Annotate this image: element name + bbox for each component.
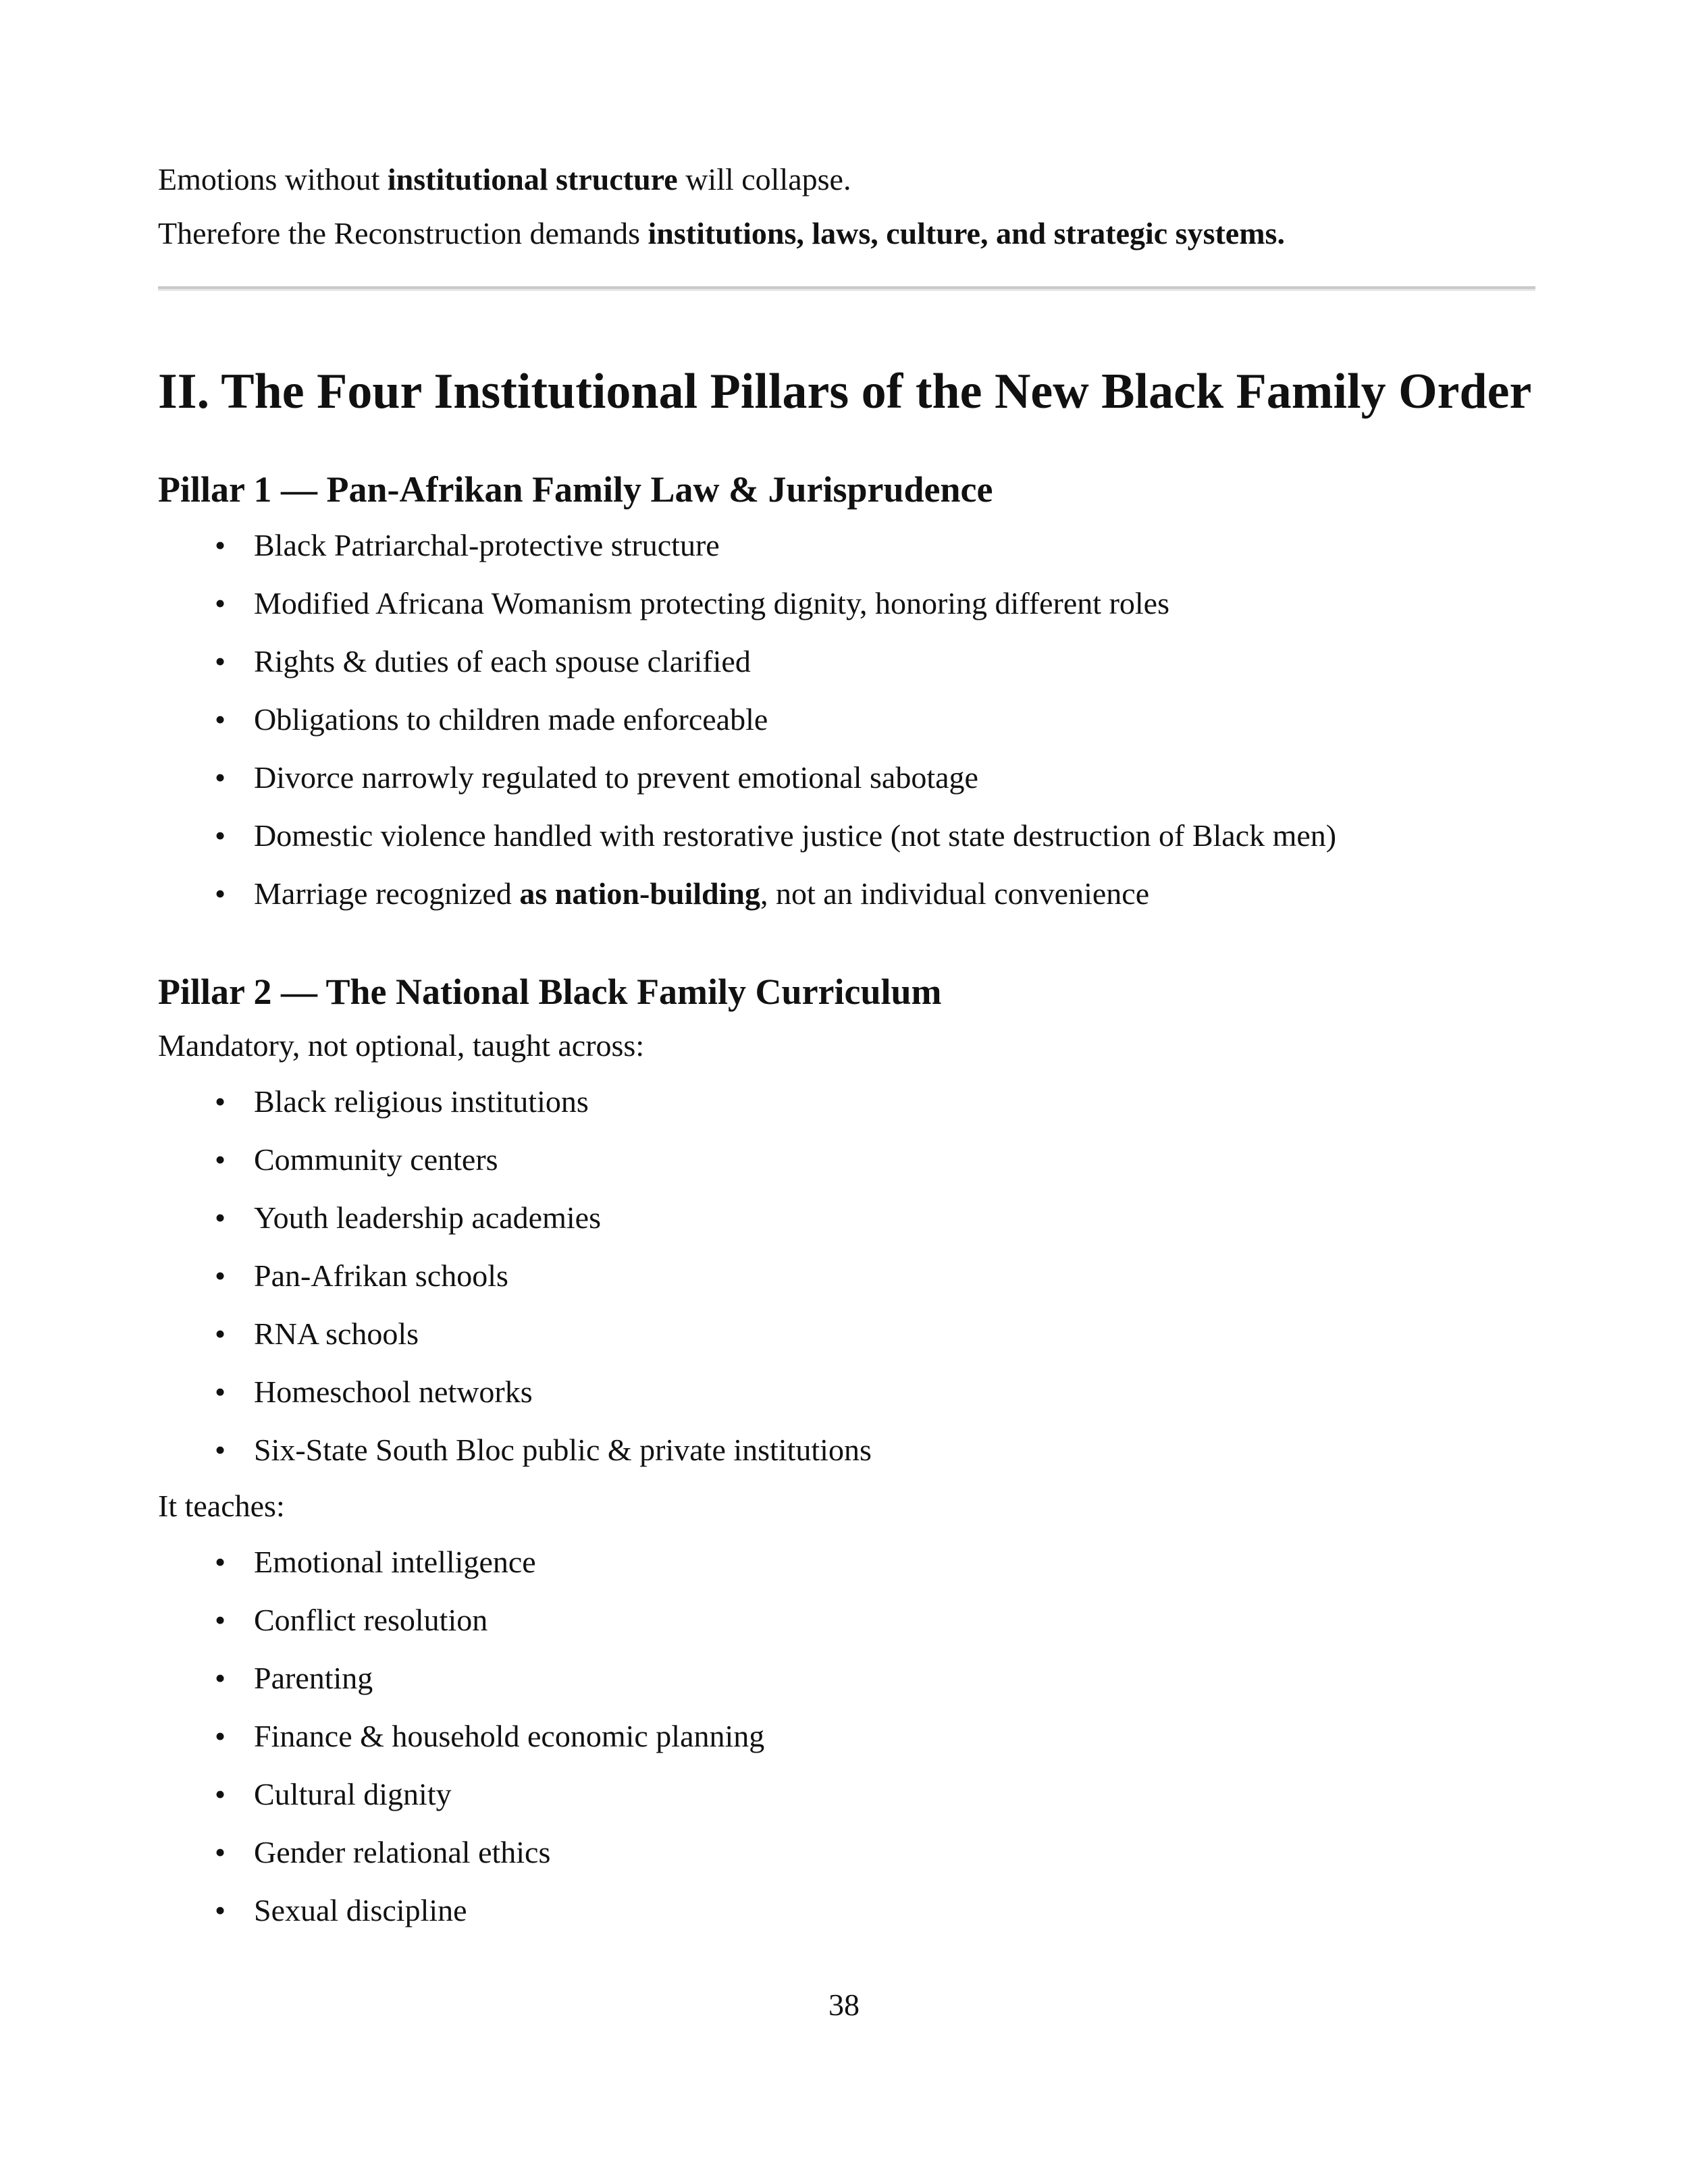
bullet-glyph: • [215, 1258, 226, 1293]
bullet-glyph: • [215, 760, 226, 795]
pillar-2-heading: Pillar 2 — The National Black Family Curriculum [158, 971, 942, 1012]
bullet-glyph: • [215, 1835, 226, 1869]
bullet-glyph: • [215, 1200, 226, 1235]
list-item: • Black Patriarchal-protective structure [215, 516, 1535, 575]
list-item: • Youth leadership academies [215, 1189, 1535, 1247]
list-item: • Emotional intelligence [215, 1533, 1535, 1591]
intro-line-1: Emotions without institutional structure will collapse. [158, 162, 851, 196]
bullet-glyph: • [215, 1661, 226, 1695]
horizontal-divider [158, 286, 1535, 291]
pillar-2-venues-list [158, 1073, 1535, 1479]
bullet-glyph: • [215, 818, 226, 853]
list-item: • RNA schools [215, 1305, 1535, 1363]
list-item: • Domestic violence handled with restorative justice (not state destruction of Black men) [215, 807, 1535, 865]
list-item: • Homeschool networks [215, 1363, 1535, 1421]
bold-phrase: as nation-building [519, 876, 761, 911]
list-item: • Community centers [215, 1131, 1535, 1189]
bold-phrase: institutional structure [387, 162, 678, 196]
list-item: • Finance & household economic planning [215, 1707, 1535, 1765]
pillar-1-list [158, 516, 1535, 923]
page-content [158, 153, 1535, 1940]
pillar-1-heading: Pillar 1 — Pan-Afrikan Family Law & Jurisprudence [158, 469, 993, 510]
bullet-glyph: • [215, 1545, 226, 1579]
teaches-label: It teaches: [158, 1489, 285, 1523]
bullet-glyph: • [215, 586, 226, 620]
page-number: 38 [828, 1988, 860, 2022]
bullet-glyph: • [215, 702, 226, 737]
list-item: • Marriage recognized as nation-building, not an individual convenience [215, 865, 1535, 923]
list-item: • Cultural dignity [215, 1765, 1535, 1823]
bullet-glyph: • [215, 1316, 226, 1351]
bullet-glyph: • [215, 1777, 226, 1811]
pillar-2-intro: Mandatory, not optional, taught across: [158, 1028, 645, 1063]
list-item: • Six-State South Bloc public & private institutions [215, 1421, 1535, 1479]
list-item: • Rights & duties of each spouse clarified [215, 633, 1535, 691]
section-heading: II. The Four Institutional Pillars of the New Black Family Order [158, 364, 1532, 419]
bullet-glyph: • [215, 1719, 226, 1753]
list-item: • Black religious institutions [215, 1073, 1535, 1131]
bullet-glyph: • [215, 1142, 226, 1177]
list-item: • Pan-Afrikan schools [215, 1247, 1535, 1305]
bullet-glyph: • [215, 1893, 226, 1927]
list-item: • Obligations to children made enforceable [215, 691, 1535, 749]
bullet-glyph: • [215, 1433, 226, 1467]
bullet-glyph: • [215, 1084, 226, 1119]
pillar-2-topics-list [158, 1533, 1535, 1940]
list-item: • Conflict resolution [215, 1591, 1535, 1649]
list-item: • Parenting [215, 1649, 1535, 1707]
list-item: • Gender relational ethics [215, 1823, 1535, 1882]
list-item: • Sexual discipline [215, 1882, 1535, 1940]
bullet-glyph: • [215, 1603, 226, 1637]
bullet-glyph: • [215, 528, 226, 562]
bullet-glyph: • [215, 644, 226, 678]
list-item: • Divorce narrowly regulated to prevent emotional sabotage [215, 749, 1535, 807]
bold-phrase: institutions, laws, culture, and strategic systems. [648, 216, 1285, 250]
bullet-glyph: • [215, 1375, 226, 1409]
list-item: • Modified Africana Womanism protecting dignity, honoring different roles [215, 575, 1535, 633]
intro-line-2: Therefore the Reconstruction demands institutions, laws, culture, and strategic systems. [158, 216, 1285, 250]
bullet-glyph: • [215, 876, 226, 911]
